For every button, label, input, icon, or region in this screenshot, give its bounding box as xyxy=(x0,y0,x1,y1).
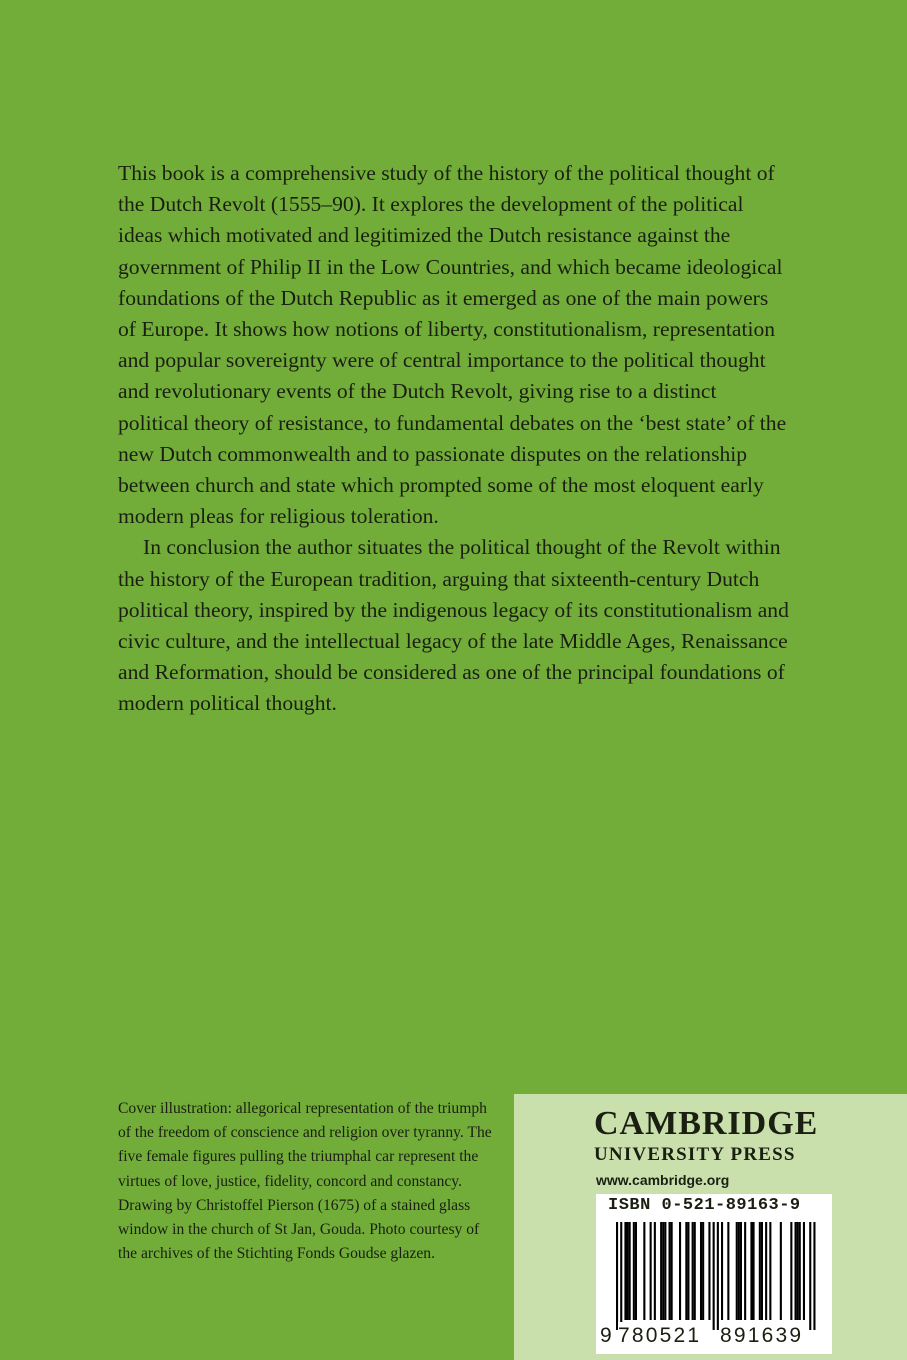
isbn-label: ISBN 0-521-89163-9 xyxy=(608,1196,801,1215)
blurb-paragraph: In conclusion the author situates the political thought of the Revolt within the history of the European tradition, arguing that sixteenth-century Dutch political theory, inspired by the indigenous legacy of its constitutionalism and civic culture, and the intellectual legacy of the late Middle Ages, Renaissance and Reformation, should be considered as one of the principal foundations of modern political thought. xyxy=(118,535,789,716)
publisher-url: www.cambridge.org xyxy=(596,1172,730,1188)
barcode-bar xyxy=(717,1222,719,1330)
barcode-bar xyxy=(721,1222,723,1320)
barcode-bar xyxy=(654,1222,656,1320)
barcode-bar xyxy=(627,1222,629,1320)
barcode-bar xyxy=(799,1222,801,1320)
barcode-bar xyxy=(740,1222,742,1320)
barcode-bar xyxy=(795,1222,797,1320)
barcode-bar xyxy=(761,1222,763,1320)
barcode-bar xyxy=(687,1222,689,1320)
barcode-bar xyxy=(780,1222,782,1320)
barcode-bar xyxy=(759,1222,761,1320)
barcode-bar xyxy=(669,1222,671,1320)
barcode-bar xyxy=(633,1222,635,1320)
barcode-left-digits: 780521 xyxy=(618,1322,701,1350)
barcode-bar xyxy=(765,1222,767,1320)
barcode-bar xyxy=(813,1222,815,1330)
barcode-bar xyxy=(643,1222,645,1320)
barcode-right-digits: 891639 xyxy=(720,1322,803,1350)
barcode-bar xyxy=(809,1222,811,1330)
barcode-bar xyxy=(664,1222,666,1320)
barcode-bar xyxy=(694,1222,696,1320)
barcode-bar xyxy=(750,1222,752,1320)
barcode-bar xyxy=(679,1222,681,1320)
barcode-bar xyxy=(660,1222,662,1320)
cover-illustration-credit: Cover illustration: allegorical representation of the triumph of the freedom of conscience and religion over tyranny. The five female figures pulling the triumphal car represent the virtues of love, justice, fidelity, concord and constancy. Drawing by Christoffel Pierson (1675) of a stained glass window in the church of St Jan, Gouda. Photo courtesy of the archives of the Stichting Fonds Goudse glazen. xyxy=(118,1100,492,1263)
barcode-bar xyxy=(753,1222,755,1320)
barcode-bar xyxy=(692,1222,694,1320)
barcode-bar xyxy=(624,1222,626,1320)
barcode-bar xyxy=(650,1222,652,1320)
barcode-first-digit: 9 xyxy=(600,1322,614,1350)
barcode-bar xyxy=(803,1222,805,1320)
barcode-bar xyxy=(790,1222,792,1320)
barcode-bar xyxy=(702,1222,704,1320)
barcode-bar xyxy=(629,1222,631,1320)
barcode-bars xyxy=(596,1220,832,1330)
blurb-paragraph: This book is a comprehensive study of the history of the political thought of the Dutch Revolt (1555–90). It explores the development of the political ideas which motivated and legitimized the Dutch resistance against the government of Philip II in the Low Countries, and which became ideological foundations of the Dutch Republic as it emerged as one of the main powers of Europe. It shows how notions of liberty, constitutionalism, representation and popular sovereignty were of central importance to the political thought and revolutionary events of the Dutch Revolt, giving rise to a distinct political theory of resistance, to fundamental debates on the ‘best state’ of the new Dutch commonwealth and to passionate disputes on the relationship between church and state which prompted some of the most eloquent early modern pleas for religious toleration. xyxy=(118,161,787,529)
barcode-bar xyxy=(616,1222,618,1330)
barcode-bar xyxy=(797,1222,799,1320)
publisher-name: CAMBRIDGE xyxy=(594,1105,819,1142)
barcode-bar xyxy=(620,1222,622,1330)
barcode-bar xyxy=(671,1222,673,1320)
barcode-bar xyxy=(744,1222,746,1320)
publisher-subtitle: UNIVERSITY PRESS xyxy=(594,1144,796,1165)
barcode-bar xyxy=(738,1222,740,1320)
barcode-bar xyxy=(769,1222,771,1320)
barcode-bar xyxy=(736,1222,738,1320)
publisher-panel xyxy=(514,1094,907,1360)
barcode-bar xyxy=(727,1222,729,1320)
barcode-digits xyxy=(600,1322,828,1350)
back-cover-blurb xyxy=(118,158,790,720)
barcode-bar xyxy=(635,1222,637,1320)
barcode-bar xyxy=(700,1222,702,1320)
barcode-bar xyxy=(708,1222,710,1320)
publisher-logo xyxy=(594,1104,826,1166)
barcode-bar xyxy=(713,1222,715,1330)
barcode xyxy=(596,1194,832,1354)
barcode-bar xyxy=(685,1222,687,1320)
barcode-bar xyxy=(662,1222,664,1320)
